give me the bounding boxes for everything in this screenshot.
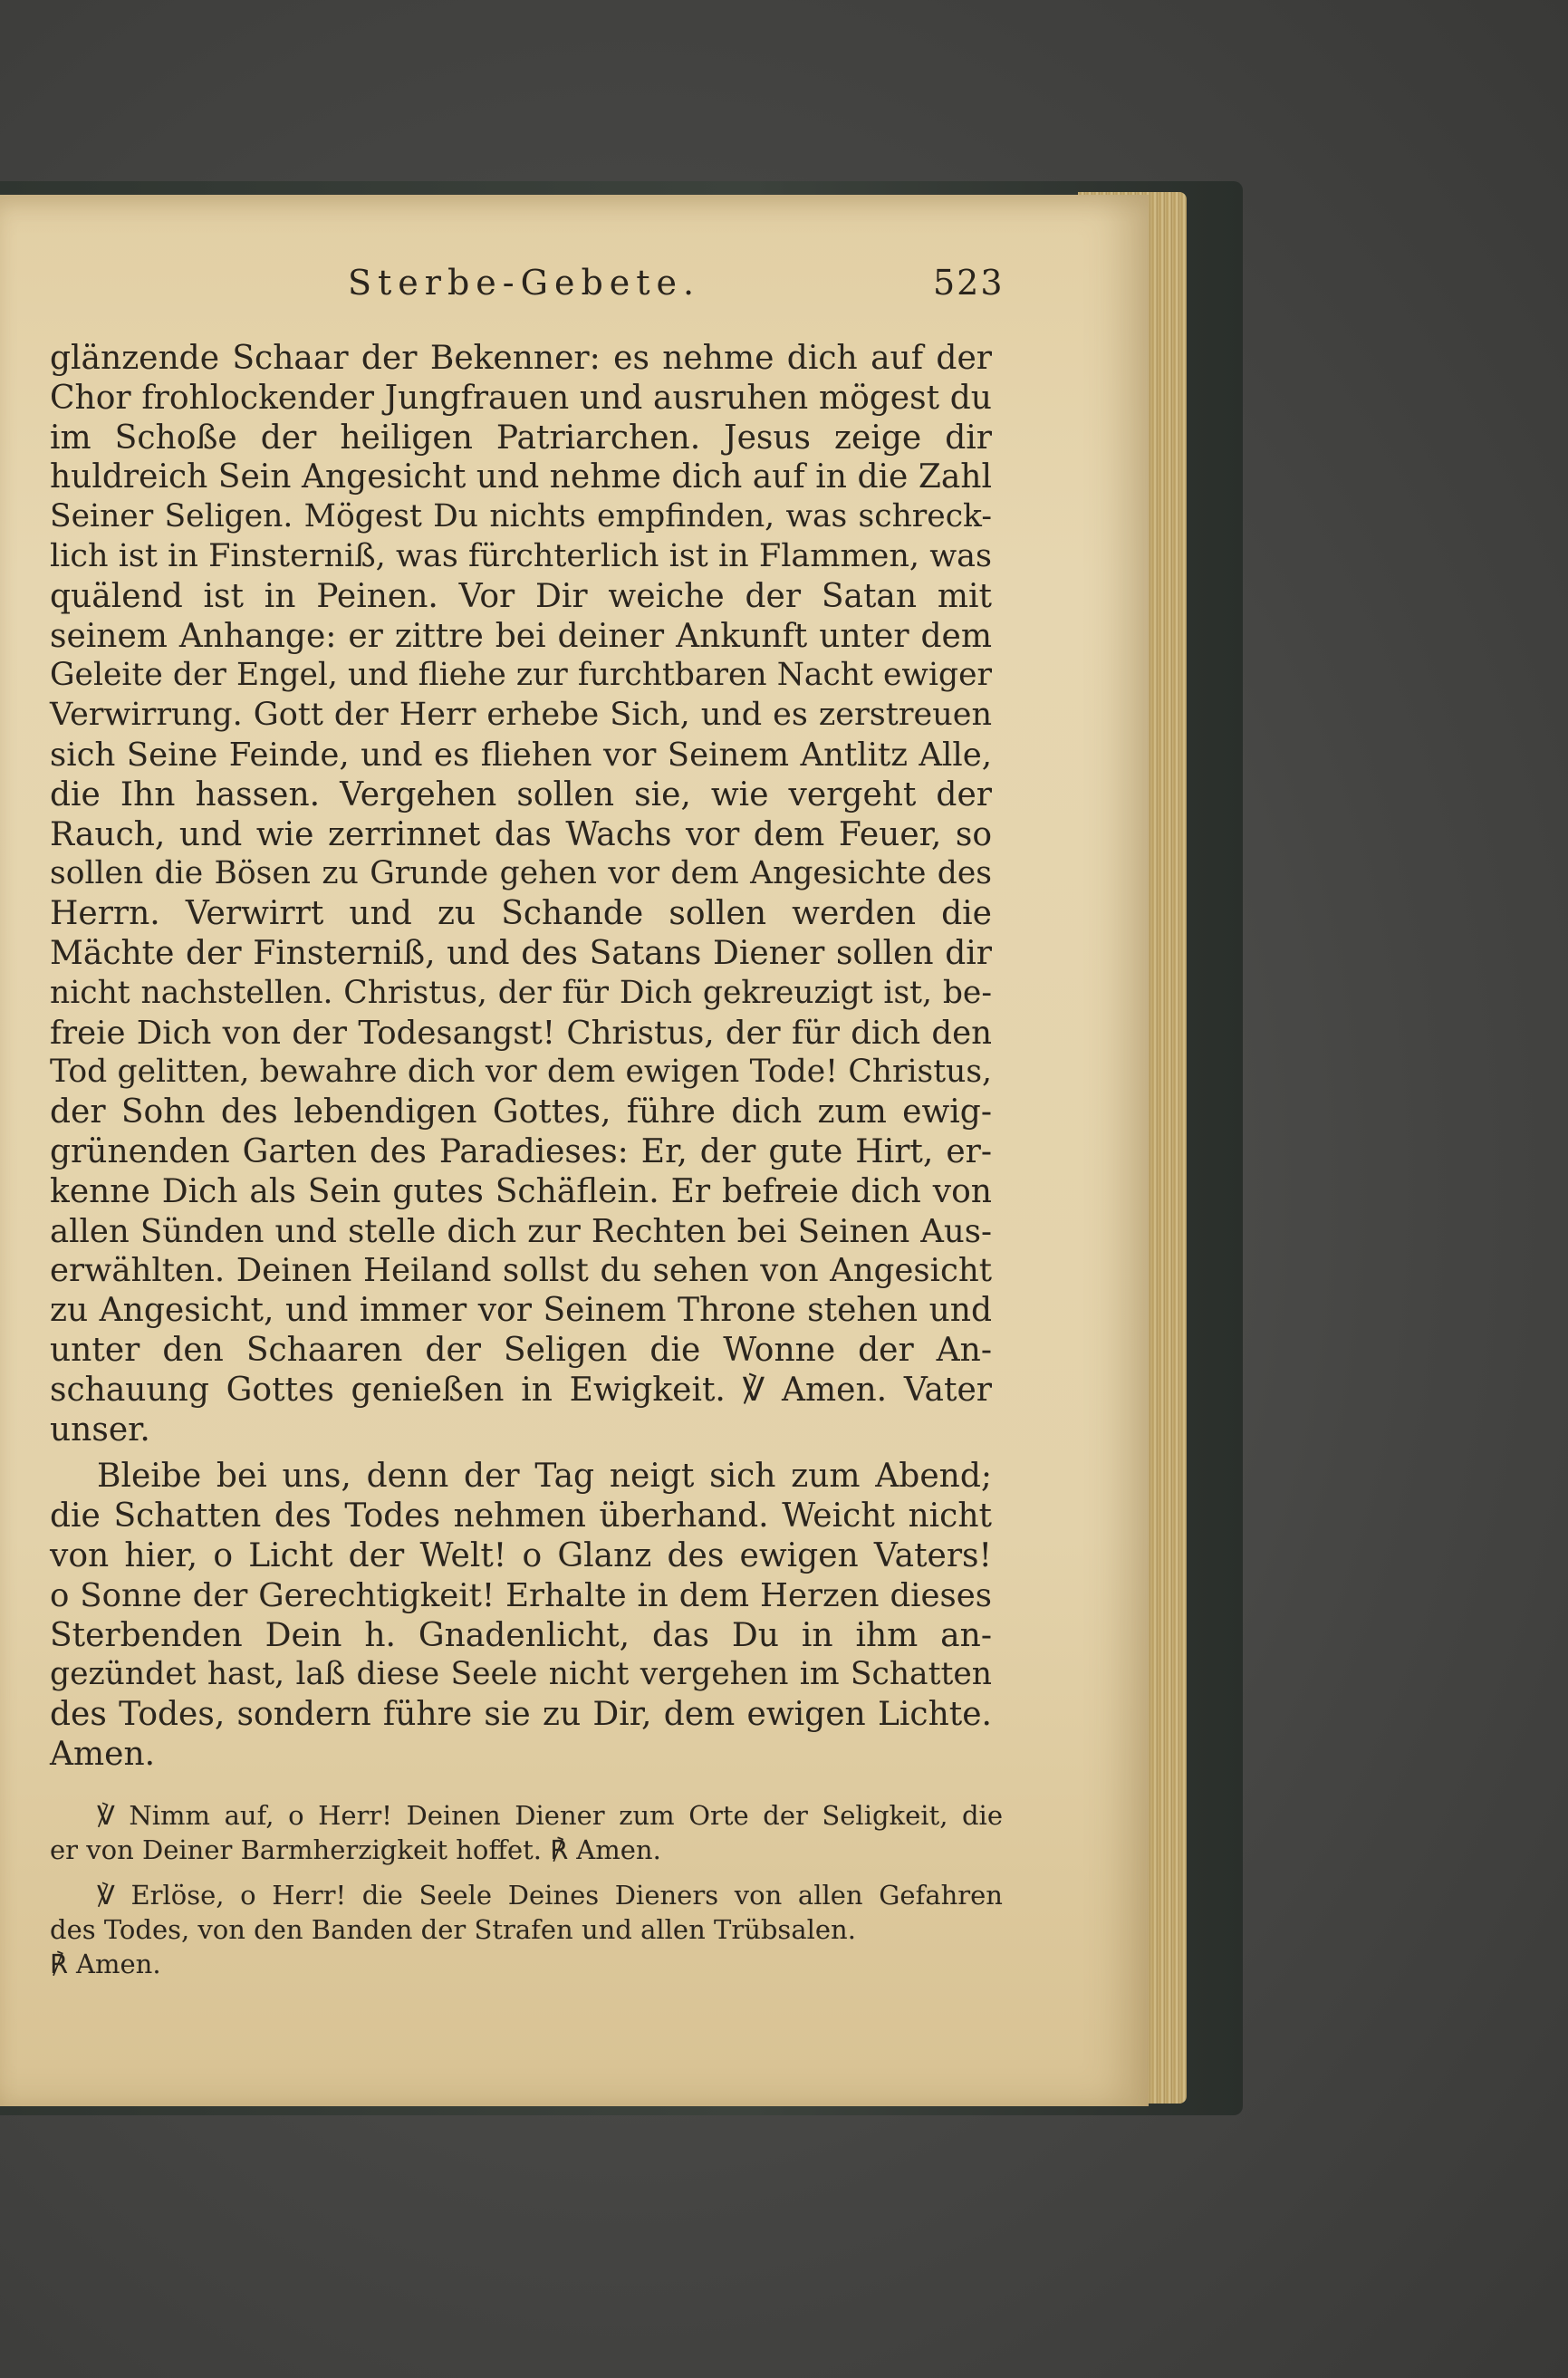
text-line: von hier, o Licht der Welt! o Glanz des ewigen Vaters! [50, 1536, 992, 1574]
text-line: sich Seine Feinde, und es fliehen vor Seinem Antlitz Alle, [50, 736, 992, 774]
text-line: im Schoße der heiligen Patriarchen. Jesus zeige dir [50, 419, 992, 457]
text-line: o Sonne der Gerechtigkeit! Erhalte in dem Herzen dieses [50, 1576, 992, 1614]
paragraph-1 [50, 339, 992, 1449]
text-line: Sterbenden Dein h. Gnadenlicht, das Du in ihm an- [50, 1616, 992, 1654]
text-line: huldreich Sein Angesicht und nehme dich auf in die Zahl [50, 458, 992, 496]
text-line: sollen die Bösen zu Grunde gehen vor dem Angesichte des [50, 855, 992, 892]
text-line: des Todes, sondern führe sie zu Dir, dem ewigen Lichte. [50, 1696, 992, 1734]
text-line: gezündet hast, laß diese Seele nicht vergehen im Schatten [50, 1656, 992, 1693]
text-line: glänzende Schaar der Bekenner: es nehme dich auf der [50, 340, 992, 377]
text-line: allen Sünden und stelle dich zur Rechten bei Seinen Aus- [50, 1212, 992, 1250]
footnote-line: ℟ Amen. [50, 1949, 161, 1979]
text-line: Mächte der Finsterniß, und des Satans Diener sollen dir [50, 934, 992, 972]
page-number: 523 [933, 263, 1005, 303]
text-line: kenne Dich als Sein gutes Schäflein. Er befreie dich von [50, 1172, 992, 1210]
text-line: zu Angesicht, und immer vor Seinem Throne stehen und [50, 1292, 992, 1330]
footnote-line: ℣ Nimm auf, o Herr! Deinen Diener zum Orte der Seligkeit, die [97, 1800, 1003, 1831]
text-line: grünenden Garten des Paradieses: Er, der gute Hirt, er- [50, 1132, 992, 1170]
text-line: unter den Schaaren der Seligen die Wonne der An- [50, 1331, 992, 1369]
text-line: unser. [50, 1410, 150, 1449]
footnote-1 [50, 1798, 1003, 1867]
text-line: quälend ist in Peinen. Vor Dir weiche der Satan mit [50, 577, 992, 615]
text-line: Seiner Seligen. Mögest Du nichts empfinden, was schreck- [50, 498, 992, 535]
text-line: Amen. [50, 1735, 156, 1773]
text-line: die Ihn hassen. Vergehen sollen sie, wie vergeht der [50, 775, 992, 814]
text-line: Tod gelitten, bewahre dich vor dem ewigen Tode! Christus, [50, 1054, 992, 1091]
text-line: erwählten. Deinen Heiland sollst du sehen von Angesicht [50, 1252, 992, 1290]
text-line: Geleite der Engel, und fliehe zur furchtbaren Nacht ewiger [50, 657, 992, 694]
text-line: Rauch, und wie zerrinnet das Wachs vor dem Feuer, so [50, 815, 992, 853]
text-line: die Schatten des Todes nehmen überhand. Weicht nicht [50, 1497, 992, 1536]
text-line: Herrn. Verwirrt und zu Schande sollen werden die [50, 895, 992, 933]
text-line: nicht nachstellen. Christus, der für Dich gekreuzigt ist, be- [50, 974, 992, 1011]
text-line: Bleibe bei uns, denn der Tag neigt sich zum Abend; [97, 1458, 992, 1496]
text-line: freie Dich von der Todesangst! Christus, der für dich den [50, 1014, 992, 1052]
text-line: der Sohn des lebendigen Gottes, führe dich zum ewig- [50, 1093, 992, 1131]
running-head: Sterbe-Gebete. [348, 263, 701, 303]
footnote-line: er von Deiner Barmherzigkeit hoffet. ℟ Amen. [50, 1834, 661, 1865]
footnote-line: ℣ Erlöse, o Herr! die Seele Deines Dieners von allen Gefahren [97, 1880, 1003, 1911]
text-line: schauung Gottes genießen in Ewigkeit. ℣ Amen. Vater [50, 1371, 992, 1409]
footnote-line: des Todes, von den Banden der Strafen und allen Trübsalen. [50, 1914, 856, 1945]
text-line: lich ist in Finsterniß, was fürchterlich ist in Flammen, was [50, 537, 992, 574]
page-header [0, 263, 1149, 317]
text-line: seinem Anhange: er zittre bei deiner Ankunft unter dem [50, 617, 992, 655]
text-line: Chor frohlockender Jungfrauen und ausruhen mögest du [50, 379, 992, 417]
paragraph-2 [50, 1457, 992, 1774]
text-line: Verwirrung. Gott der Herr erhebe Sich, und es zerstreuen [50, 697, 992, 734]
footnote-2 [50, 1878, 1003, 1981]
body-text [50, 339, 992, 1775]
footnotes [50, 1798, 1003, 1981]
